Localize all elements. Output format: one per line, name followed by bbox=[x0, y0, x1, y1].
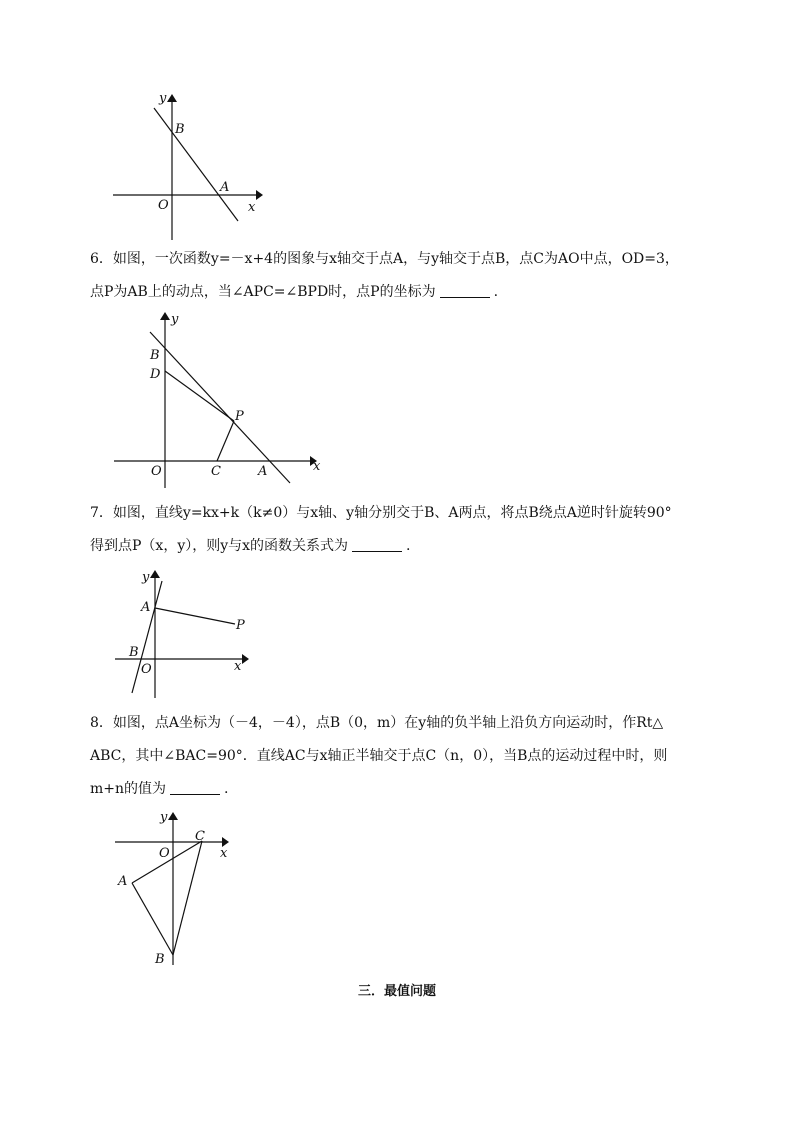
figure-top bbox=[110, 88, 270, 248]
label-b: B bbox=[129, 645, 139, 660]
question-7-line-2 bbox=[90, 530, 710, 563]
question-8-line-1: 8．如图，点A坐标为（－4，－4），点B（0，m）在y轴的负半轴上沿负方向运动时，作Rt△ bbox=[90, 715, 664, 731]
answer-blank-8[interactable] bbox=[170, 780, 220, 795]
section-title: 三．最值问题 bbox=[357, 984, 436, 999]
figure-q6 bbox=[110, 308, 330, 493]
label-y: y bbox=[171, 312, 179, 327]
segment-dp bbox=[165, 371, 234, 421]
answer-blank-7[interactable] bbox=[352, 537, 402, 552]
label-c: C bbox=[211, 464, 221, 479]
figure-top-svg bbox=[110, 88, 270, 248]
label-b: B bbox=[150, 348, 160, 363]
label-o: O bbox=[151, 464, 162, 479]
label-o: O bbox=[159, 846, 170, 861]
y-axis-arrow bbox=[168, 812, 178, 820]
question-6-line-2-end: . bbox=[493, 284, 499, 300]
question-8-line-3 bbox=[90, 773, 710, 806]
segment-pc bbox=[217, 421, 234, 461]
x-axis-arrow bbox=[242, 654, 249, 664]
label-y: y bbox=[160, 810, 168, 825]
label-y: y bbox=[142, 570, 150, 585]
figure-q8 bbox=[110, 805, 250, 970]
question-6-line-1: 6．如图，一次函数y=－x+4的图象与x轴交于点A，与y轴交于点B，点C为AO中点，OD=3， bbox=[90, 251, 679, 267]
question-8-line-3-end: . bbox=[224, 781, 229, 797]
figure-q6-svg bbox=[110, 308, 330, 493]
figure-q8-svg bbox=[110, 805, 250, 970]
segment-bc bbox=[173, 841, 202, 955]
question-6-line-2 bbox=[90, 276, 710, 309]
question-7-line-1: 7．如图，直线y=kx+k（k≠0）与x轴、y轴分别交于B、A两点，将点B绕点A逆时针旋转90° bbox=[90, 505, 672, 521]
label-p: P bbox=[236, 618, 245, 633]
label-c: C bbox=[195, 829, 205, 844]
question-8 bbox=[90, 707, 710, 806]
label-x: x bbox=[313, 459, 321, 474]
line-ab bbox=[150, 332, 290, 483]
question-7-line-2-end: . bbox=[406, 538, 411, 554]
question-6-line-2-text: 点P为AB上的动点，当∠APC=∠BPD时，点P的坐标为 bbox=[90, 284, 436, 300]
question-7 bbox=[90, 497, 710, 563]
label-a: A bbox=[258, 464, 268, 479]
figure-q7-svg bbox=[110, 563, 270, 703]
x-axis-arrow bbox=[256, 190, 263, 200]
label-o: O bbox=[158, 198, 169, 213]
y-axis-arrow bbox=[160, 312, 170, 320]
question-8-line-2: ABC，其中∠BAC=90°．直线AC与x轴正半轴交于点C（n，0），当B点的运动过程中时，则 bbox=[90, 748, 668, 764]
label-a: A bbox=[141, 600, 151, 615]
label-p: P bbox=[235, 409, 244, 424]
question-6 bbox=[90, 243, 710, 309]
figure-q7 bbox=[110, 563, 270, 703]
label-x: x bbox=[248, 200, 256, 215]
segment-ab bbox=[132, 883, 173, 955]
label-a: A bbox=[118, 874, 128, 889]
y-axis-arrow bbox=[150, 570, 160, 578]
question-8-line-3-text: m+n的值为 bbox=[90, 781, 167, 797]
label-x: x bbox=[234, 659, 242, 674]
label-x: x bbox=[220, 846, 228, 861]
label-b: B bbox=[175, 122, 185, 137]
label-o: O bbox=[141, 662, 152, 677]
y-axis-arrow bbox=[167, 94, 177, 102]
label-d: D bbox=[150, 367, 161, 382]
answer-blank-6[interactable] bbox=[440, 283, 490, 298]
label-b: B bbox=[155, 952, 165, 967]
question-7-line-2-text: 得到点P（x，y），则y与x的函数关系式为 bbox=[90, 538, 349, 554]
label-y: y bbox=[159, 91, 167, 106]
label-a: A bbox=[220, 180, 230, 195]
segment-ap bbox=[155, 608, 235, 624]
